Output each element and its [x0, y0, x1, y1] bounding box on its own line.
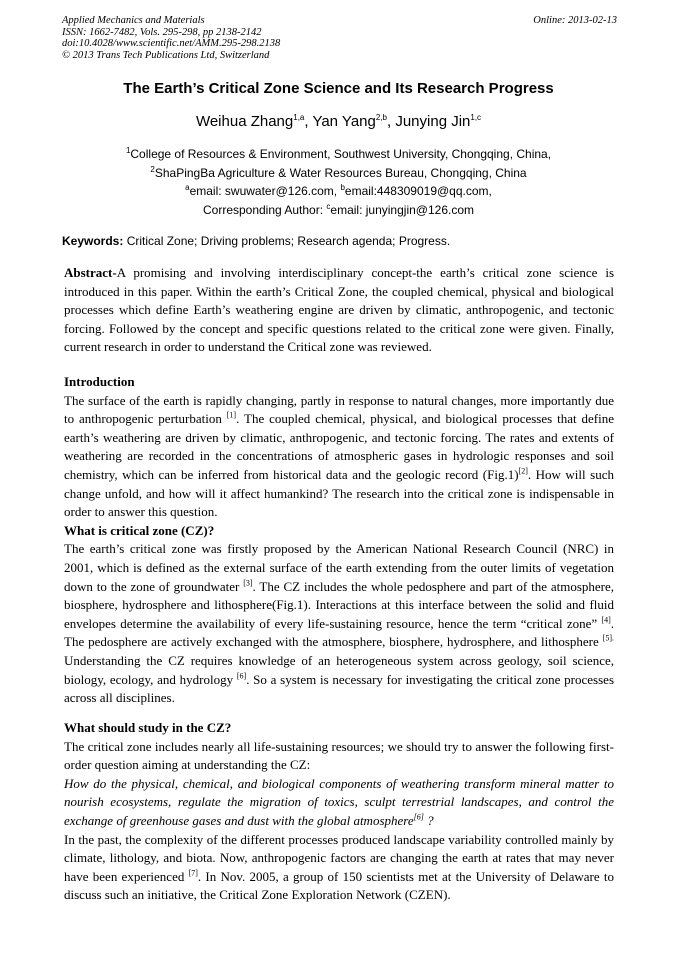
- email-superscript: c: [326, 201, 331, 211]
- what-to-study-paragraph: The critical zone includes nearly all life-sustaining resources; we should try to answer the following first-order question aiming at understanding the CZ:: [64, 738, 614, 773]
- author-superscript: 1,c: [470, 113, 482, 122]
- affiliation-1: [62, 145, 615, 164]
- citation: [1]: [226, 410, 237, 420]
- online-date: Online: 2013-02-13: [533, 15, 617, 26]
- author-name: Yan Yang: [312, 113, 376, 130]
- section-heading-what-is-cz: What is critical zone (CZ)?: [64, 522, 215, 538]
- journal-name: Applied Mechanics and Materials: [62, 15, 205, 26]
- affiliation-2: [62, 164, 615, 183]
- abstract-label: Abstract-: [64, 265, 117, 280]
- section-heading-what-to-study: What should study in the CZ?: [64, 720, 232, 735]
- keywords: [62, 233, 615, 250]
- abstract-text: A promising and involving interdisciplinary concept-the earth’s critical zone science is introduced in this paper. Within the earth’s Critical Zone, the coupled chemical, physical and biological processes which define Earth’s weathering engine are driven by climatic, anthropogenic, and tectonic forcing. Followed by the concept and specific questions related to the critical zone were given. Finally, current research in order to understand the Critical zone was reviewed.: [64, 265, 614, 355]
- email-superscript: a: [185, 183, 190, 192]
- research-question: How do the physical, chemical, and biological components of weathering transform mineral matter to nourish ecosystems, regulate the migration of toxics, sculpt terrestrial landscapes, and control the exchange of greenhouse gases and dust with the global atmosphere[6] ?: [64, 775, 614, 828]
- keywords-text: Critical Zone; Driving problems; Research agenda; Progress.: [123, 234, 451, 248]
- what-is-cz-paragraph: The earth’s critical zone was firstly proposed by the American National Research Council (NRC) in 2001, which is defined as the external surface of the earth extending from the outer limits of vegetation down to the zone of groundwater [3]. The CZ includes the whole pedosphere and part of the atmosphere, biosphere, hydrosphere and lithosphere(Fig.1). Interactions at this interface between the solid and fluid envelopes determine the availability of every life-sustaining resource, hence the term “critical zone” [4]. The pedosphere are actively exchanged with the atmosphere, biosphere, hydrosphere, and lithosphere $^{[5].}$ Understanding the CZ requires knowledge of an heterogeneous system across geology, soil science, biology, ecology, and hydrology [6]. So a system is necessary for investigating the critical zone processes across all disciplines.: [64, 541, 615, 706]
- email-a: email: swuwater@126.com,: [189, 184, 341, 198]
- corresponding-author: [62, 201, 615, 220]
- citation: [6]: [236, 671, 247, 681]
- introduction-section: [64, 373, 614, 708]
- keywords-label: Keywords:: [62, 234, 124, 248]
- author-superscript: 2,b: [375, 113, 387, 122]
- citation: [4]: [601, 615, 611, 625]
- citation: [7]: [188, 868, 198, 878]
- section-heading-introduction: Introduction: [64, 374, 135, 389]
- doi-line: doi:10.4028/www.scientific.net/AMM.295-298.2138: [62, 38, 281, 49]
- copyright-line: © 2013 Trans Tech Publications Ltd, Switzerland: [62, 49, 270, 61]
- affiliation-superscript: 1: [125, 146, 131, 155]
- journal-header: [62, 15, 617, 61]
- affiliation-superscript: 2: [150, 164, 155, 174]
- email-c: email: junyingjin@126.com: [330, 202, 474, 217]
- affiliation-text: ShaPingBa Agriculture & Water Resources Bureau, Chongqing, China: [154, 165, 527, 180]
- citation: [2]: [518, 466, 528, 476]
- citation: [6]: [413, 812, 424, 822]
- author-name: Weihua Zhang: [195, 113, 294, 130]
- affiliation-text: College of Resources & Environment, Southwest University, Chongqing, China,: [130, 147, 552, 161]
- paper-title: The Earth’s Critical Zone Science and Its Research Progress: [123, 80, 554, 97]
- author-superscript: 1,a: [293, 113, 305, 122]
- citation: [3]: [243, 578, 253, 588]
- email-line: [62, 182, 615, 201]
- affiliations: [62, 145, 615, 219]
- introduction-paragraph: The surface of the earth is rapidly changing, partly in response to natural changes, more importantly due to anthropogenic perturbation [1]. The coupled chemical, physical, and biological processes that define earth’s weathering are driven by climatic, anthropogenic, and tectonic forcing. The rates and extents of weathering are recorded in the concentrations of atmospheric gases in hydrologic responses and soil chemistry, which can be inferred from historical data and the geologic record (Fig.1)[2]. How will such change unfold, and how will it affect humankind? The research into the critical zone is indispensable in order to answer this question.: [64, 392, 614, 520]
- corresponding-label: Corresponding Author:: [202, 202, 327, 217]
- author-name: Junying Jin: [395, 113, 471, 130]
- author-list: Weihua Zhang$^{1,a}$, Yan Yang$^{2,b}$, Junying Jin$^{1,c}$: [195, 113, 482, 130]
- email-superscript: b: [340, 183, 345, 192]
- what-to-study-paragraph-2: In the past, the complexity of the different processes produced landscape variability controlled mainly by climate, lithology, and biota. Now, anthropogenic factors are changing the earth at rates that may never have been experienced [7]. In Nov. 2005, a group of 150 scientists met at the University of Delaware to discuss such an initiative, the Critical Zone Exploration Network (CZEN).: [64, 831, 615, 903]
- abstract: [64, 264, 614, 357]
- citation: [5].: [602, 633, 614, 643]
- issn-line: ISSN: 1662-7482, Vols. 295-298, pp 2138-2142: [62, 26, 262, 38]
- what-to-study-section: [64, 719, 614, 905]
- email-b: email:448309019@qq.com,: [344, 184, 492, 198]
